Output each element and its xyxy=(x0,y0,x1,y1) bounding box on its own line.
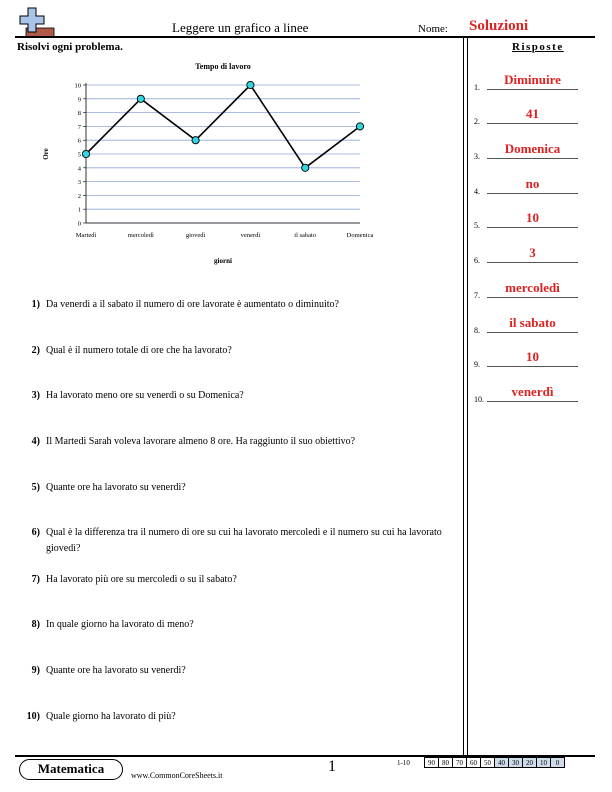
answer-text: 10 xyxy=(526,349,539,364)
brand-badge: Matematica xyxy=(19,759,123,780)
y-tick-label: 1 xyxy=(77,206,81,214)
header-divider xyxy=(15,36,595,38)
name-value: Soluzioni xyxy=(469,18,529,34)
question-text: In quale giorno ha lavorato di meno? xyxy=(46,619,194,630)
answer-item xyxy=(474,313,592,335)
answer-line xyxy=(487,297,578,298)
answer-text: 41 xyxy=(526,106,539,121)
answer-number: 7. xyxy=(474,291,480,300)
data-point xyxy=(137,95,144,102)
question-number: 10) xyxy=(26,711,40,722)
score-cell: 70 xyxy=(453,758,467,768)
question-number: 6) xyxy=(31,527,40,538)
answer-line xyxy=(487,89,578,90)
question-text: Il Martedì Sarah voleva lavorare almeno 8 ore. Ha raggiunto il suo obiettivo? xyxy=(46,436,356,447)
score-cell: 60 xyxy=(467,758,481,768)
answer-text: 3 xyxy=(529,245,536,260)
answer-number: 9. xyxy=(474,360,480,369)
y-tick-label: 6 xyxy=(77,137,81,145)
logo-icon xyxy=(16,6,56,38)
question-text: Ha lavorato meno ore su venerdì o su Domenica? xyxy=(46,390,244,401)
answer-text: Diminuire xyxy=(504,72,561,87)
answer-item xyxy=(474,139,592,161)
answer-number: 6. xyxy=(474,256,480,265)
question-text: Qual è il numero totale di ore che ha lavorato? xyxy=(46,345,232,356)
instructions: Risolvi ogni problema. xyxy=(17,41,123,53)
question-text: Da venerdì a il sabato il numero di ore lavorate è aumentato o diminuito? xyxy=(46,299,339,310)
y-tick-label: 5 xyxy=(77,151,81,159)
answer-number: 8. xyxy=(474,326,480,335)
answer-item xyxy=(474,70,592,92)
data-point xyxy=(247,81,254,88)
answer-line xyxy=(487,193,578,194)
answer-item xyxy=(474,347,592,369)
answer-item xyxy=(474,174,592,196)
score-cell: 50 xyxy=(481,758,495,768)
data-point xyxy=(302,164,309,171)
y-tick-label: 0 xyxy=(77,220,81,228)
answer-line xyxy=(487,158,578,159)
worksheet-title: Leggere un grafico a linee xyxy=(172,20,309,35)
question-number: 3) xyxy=(31,390,40,401)
question-number: 4) xyxy=(31,436,40,447)
score-cell: 30 xyxy=(509,758,523,768)
question-text: Ha lavorato più ore su mercoledì o su il sabato? xyxy=(46,574,237,585)
site-url: www.CommonCoreSheets.it xyxy=(131,771,223,780)
question-text: Quante ore ha lavorato su venerdì? xyxy=(46,665,186,676)
question-text: Quante ore ha lavorato su venerdì? xyxy=(46,482,186,493)
question-number: 1) xyxy=(31,299,40,310)
question-number: 5) xyxy=(31,482,40,493)
chart-title: Tempo di lavoro xyxy=(195,62,251,71)
line-chart xyxy=(40,58,380,268)
score-cell: 0 xyxy=(551,758,565,768)
answer-text: venerdì xyxy=(511,384,554,399)
score-cell: 40 xyxy=(495,758,509,768)
score-label: 1-10 xyxy=(397,759,410,767)
question-text: Qual è la differenza tra il numero di ore su cui ha lavorato mercoledì e il numero su cui ha lavorato giovedì? xyxy=(46,527,442,554)
answer-item xyxy=(474,243,592,265)
question-number: 7) xyxy=(31,574,40,585)
answer-number: 2. xyxy=(474,117,480,126)
answer-line xyxy=(487,227,578,228)
y-tick-label: 10 xyxy=(74,82,81,90)
y-tick-label: 8 xyxy=(77,110,81,118)
answer-item xyxy=(474,208,592,230)
answer-column-divider xyxy=(463,36,464,756)
answer-line xyxy=(487,332,578,333)
answer-number: 3. xyxy=(474,152,480,161)
name-label: Nome: xyxy=(418,23,448,35)
data-point xyxy=(192,137,199,144)
answer-item xyxy=(474,104,592,126)
answer-line xyxy=(487,401,578,402)
answer-item xyxy=(474,382,592,404)
question-text: Quale giorno ha lavorato di più? xyxy=(46,711,176,722)
score-cell: 90 xyxy=(425,758,439,768)
x-tick-label: Martedì xyxy=(75,232,97,239)
score-cell: 80 xyxy=(439,758,453,768)
answer-number: 5. xyxy=(474,221,480,230)
answer-item xyxy=(474,278,592,300)
score-cell: 20 xyxy=(523,758,537,768)
answer-text: no xyxy=(525,176,540,191)
y-tick-label: 9 xyxy=(77,96,81,104)
answers-heading: Risposte xyxy=(512,41,564,53)
question-number: 9) xyxy=(31,665,40,676)
answer-text: 10 xyxy=(526,210,539,225)
answer-column-divider-inner xyxy=(467,36,468,756)
data-point xyxy=(356,123,363,130)
answer-line xyxy=(487,366,578,367)
x-axis-label: giorni xyxy=(214,257,232,265)
answer-text: Domenica xyxy=(504,141,561,156)
y-tick-label: 7 xyxy=(77,123,81,131)
x-tick-label: il sabato xyxy=(294,232,317,239)
x-tick-label: venerdì xyxy=(240,232,261,239)
answer-line xyxy=(487,262,578,263)
x-tick-label: mercoledì xyxy=(127,232,154,239)
x-tick-label: Domenica xyxy=(346,232,374,239)
answer-number: 10. xyxy=(474,395,484,404)
data-point xyxy=(82,150,89,157)
y-tick-label: 2 xyxy=(77,192,81,200)
y-tick-label: 4 xyxy=(77,165,81,173)
x-tick-label: giovedì xyxy=(185,232,206,239)
answer-number: 4. xyxy=(474,187,480,196)
answer-number: 1. xyxy=(474,83,480,92)
score-table xyxy=(424,757,565,768)
y-axis-label: Ore xyxy=(42,148,50,160)
y-tick-label: 3 xyxy=(77,179,81,187)
answer-text: mercoledì xyxy=(505,280,560,295)
score-cell: 10 xyxy=(537,758,551,768)
page-number: 1 xyxy=(328,758,336,775)
question-number: 8) xyxy=(31,619,40,630)
question-number: 2) xyxy=(31,345,40,356)
answer-text: il sabato xyxy=(509,315,556,330)
answer-line xyxy=(487,123,578,124)
